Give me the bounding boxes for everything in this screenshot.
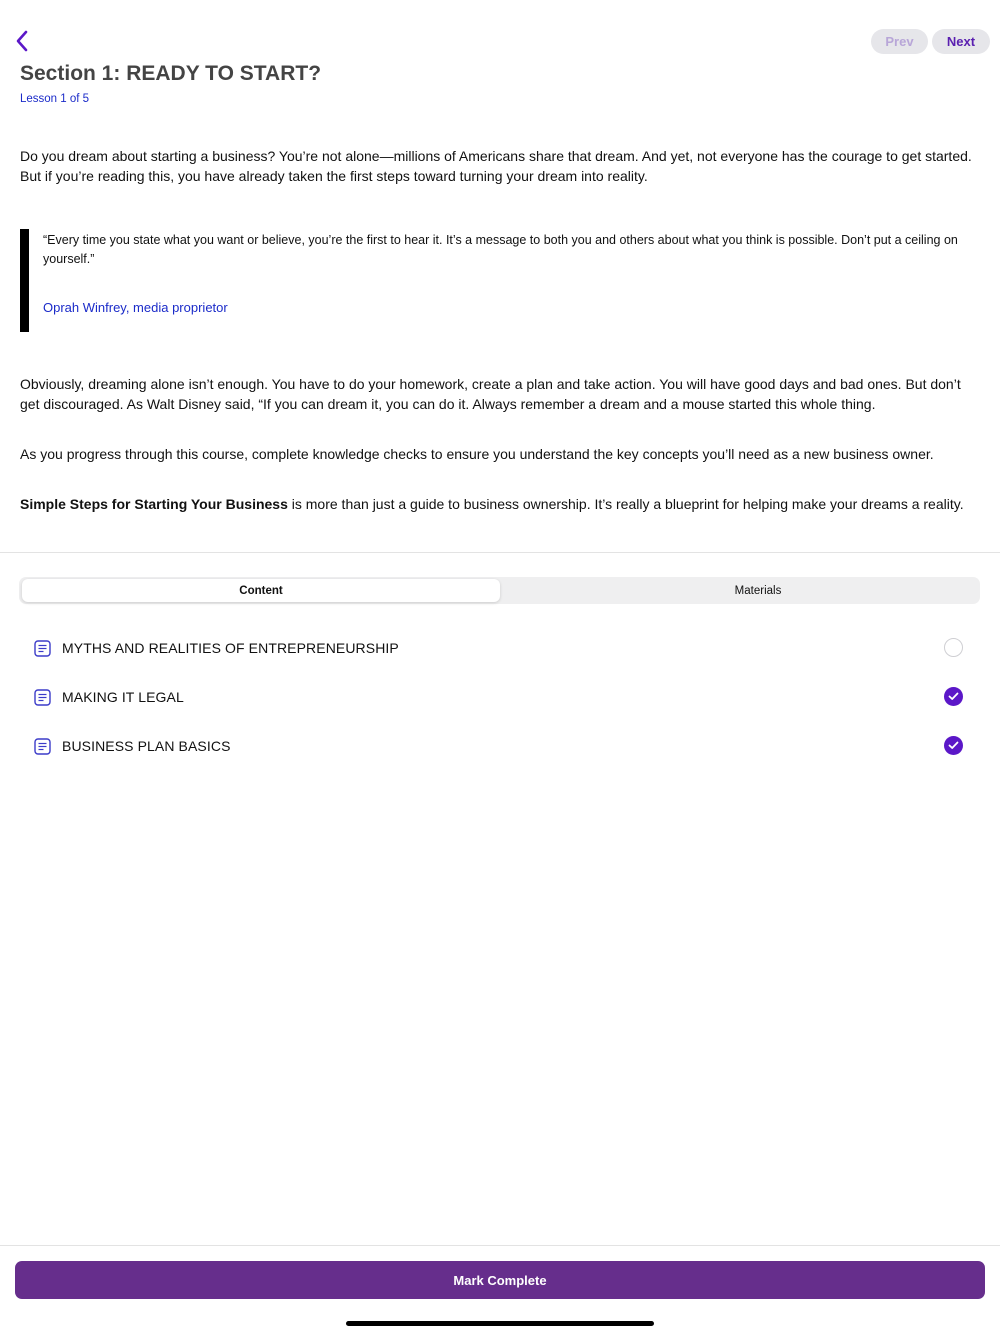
back-button[interactable]	[10, 28, 34, 54]
chevron-left-icon	[15, 30, 29, 52]
document-icon	[34, 689, 51, 706]
home-indicator[interactable]	[346, 1321, 654, 1326]
segmented-control	[19, 577, 980, 604]
lesson-item[interactable]	[0, 633, 1000, 663]
tab-content[interactable]: Content	[22, 579, 500, 602]
tab-materials[interactable]: Materials	[734, 584, 782, 597]
body-paragraph-3: As you progress through this course, complete knowledge checks to ensure you understand the key concepts you’ll need as a new business owner.	[20, 446, 934, 462]
quote-bar	[20, 229, 29, 332]
lesson-progress-label: Lesson 1 of 5	[20, 93, 90, 105]
quote-text: “Every time you state what you want or believe, you’re the first to hear it. It’s a message to both you and others about what you think is possible. Don’t put a ceiling on yourself.”	[43, 233, 958, 266]
incomplete-circle-icon	[944, 638, 963, 657]
prev-button[interactable]: Prev	[871, 29, 928, 54]
lesson-item[interactable]	[0, 731, 1000, 761]
divider	[0, 552, 1000, 553]
quote-author: Oprah Winfrey, media proprietor	[43, 300, 228, 315]
body-paragraph-2: Obviously, dreaming alone isn’t enough. You have to do your homework, create a plan and take action. You will have good days and bad ones. But don’t get discouraged. As Walt Disney said, “If you can dream it, you can do it. Always remember a dream and a mouse started this whole thing.	[20, 376, 961, 412]
checkmark-circle-icon	[944, 736, 963, 755]
lesson-label: BUSINESS PLAN BASICS	[62, 738, 231, 754]
lesson-label: MAKING IT LEGAL	[62, 689, 184, 705]
page-title: Section 1: READY TO START?	[20, 62, 322, 85]
footer-divider	[0, 1245, 1000, 1246]
checkmark-circle-icon	[944, 687, 963, 706]
body-paragraph-4	[20, 494, 980, 514]
intro-paragraph: Do you dream about starting a business? You’re not alone—millions of Americans share that dream. And yet, not everyone has the courage to get started. But if you’re reading this, you have already taken the first steps toward turning your dream into reality.	[20, 148, 972, 184]
course-title-bold: Simple Steps for Starting Your Business	[20, 496, 288, 512]
mark-complete-button[interactable]: Mark Complete	[15, 1261, 985, 1299]
lesson-label: MYTHS AND REALITIES OF ENTREPRENEURSHIP	[62, 640, 399, 656]
lesson-item[interactable]	[0, 682, 1000, 712]
document-icon	[34, 738, 51, 755]
next-button[interactable]: Next	[932, 29, 990, 54]
document-icon	[34, 640, 51, 657]
body-paragraph-4-rest: is more than just a guide to business ownership. It’s really a blueprint for helping make your dreams a reality.	[287, 496, 964, 512]
